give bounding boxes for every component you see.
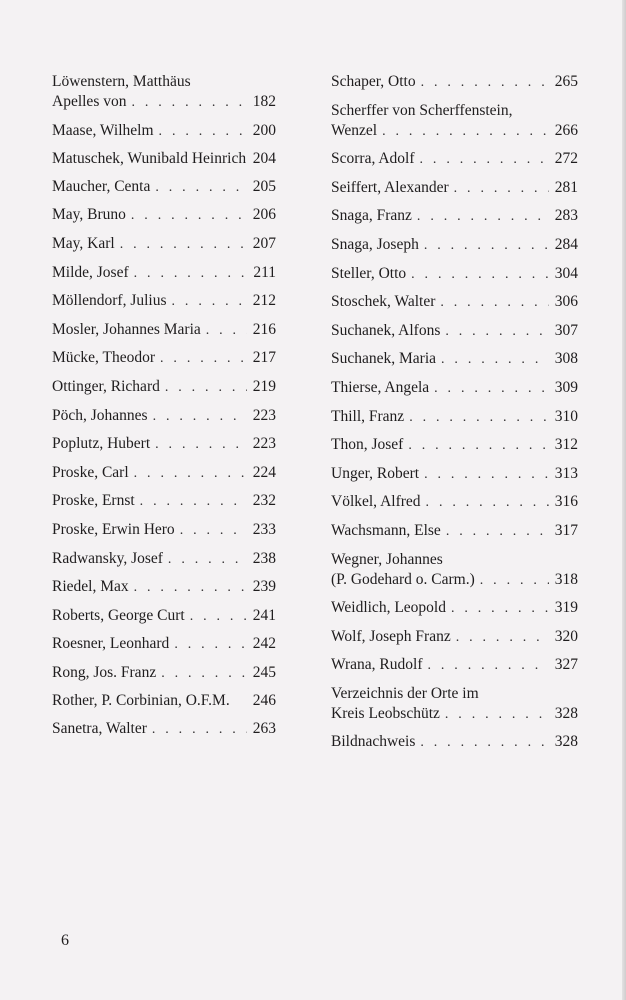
entry-name: Unger, Robert <box>331 464 420 482</box>
entry-page-number: 263 <box>252 720 276 738</box>
entry-name: Thierse, Angela <box>331 378 430 396</box>
entry-name: Rong, Jos. Franz <box>52 663 157 681</box>
entry-name: Wachsmann, Else <box>331 521 441 539</box>
entry-name: Verzeichnis der Orte im <box>331 684 479 702</box>
leader-dots <box>446 522 549 542</box>
entry-name: Wegner, Johannes <box>331 550 443 568</box>
entry-name: Suchanek, Maria <box>331 350 437 368</box>
entry-name: Radwansky, Josef <box>52 549 163 567</box>
entry-page-number: 242 <box>252 635 276 653</box>
page-edge <box>622 0 626 1000</box>
leader-dots <box>424 236 549 256</box>
entry-page-number: 317 <box>554 521 578 539</box>
entry-name: (P. Godehard o. Carm.) <box>331 570 475 588</box>
entry-name: Ottinger, Richard <box>52 377 160 395</box>
entry-page-number: 233 <box>252 520 276 538</box>
leader-dots <box>134 264 247 284</box>
entry-name: Bildnachweis <box>331 733 416 751</box>
entry-name: Wolf, Joseph Franz <box>331 627 451 645</box>
entry-page-number: 223 <box>252 435 276 453</box>
entry-name: Maase, Wilhelm <box>52 121 154 139</box>
index-entry <box>52 121 276 142</box>
index-entry <box>52 72 276 113</box>
entry-page-number: 318 <box>554 570 578 588</box>
leader-dots <box>440 293 549 313</box>
entry-page-number: 316 <box>554 493 578 511</box>
index-entry <box>52 320 276 341</box>
entry-page-number: 200 <box>252 121 276 139</box>
leader-dots <box>411 265 549 285</box>
index-entry <box>331 206 578 227</box>
index-column-left <box>52 72 276 748</box>
leader-dots <box>382 122 549 142</box>
index-column-right <box>331 72 578 761</box>
leader-dots <box>165 378 247 398</box>
entry-page-number: 246 <box>252 692 276 710</box>
leader-dots <box>434 379 549 399</box>
entry-page-number: 265 <box>554 73 578 90</box>
entry-page-number: 307 <box>554 321 578 339</box>
entry-name: Mosler, Johannes Maria <box>52 320 201 338</box>
leader-dots <box>168 550 247 570</box>
entry-page-number: 266 <box>554 121 578 139</box>
index-entry <box>331 235 578 256</box>
leader-dots <box>190 607 247 627</box>
entry-page-number: 205 <box>252 177 276 195</box>
entry-page-number: 223 <box>252 406 276 424</box>
index-entry <box>52 263 276 284</box>
leader-dots <box>206 321 247 341</box>
index-entry <box>331 178 578 199</box>
index-entry <box>52 149 276 169</box>
index-entry <box>52 177 276 198</box>
entry-name: Poplutz, Hubert <box>52 435 151 453</box>
entry-name: Scorra, Adolf <box>331 150 415 168</box>
index-entry <box>52 234 276 255</box>
entry-page-number: 281 <box>554 178 578 196</box>
index-entry <box>331 464 578 485</box>
entry-name: Seiffert, Alexander <box>331 178 449 196</box>
leader-dots <box>420 733 549 753</box>
index-entry <box>52 719 276 740</box>
leader-dots <box>417 207 549 227</box>
leader-dots <box>421 73 549 93</box>
entry-page-number: 304 <box>554 264 578 282</box>
index-entry <box>331 149 578 170</box>
index-entry <box>52 291 276 312</box>
entry-name: May, Karl <box>52 234 115 252</box>
index-entry <box>331 321 578 342</box>
leader-dots <box>456 628 549 648</box>
entry-page-number: 327 <box>554 656 578 674</box>
leader-dots <box>445 322 549 342</box>
leader-dots <box>153 407 247 427</box>
entry-name: Riedel, Max <box>52 578 129 596</box>
index-entry <box>52 634 276 655</box>
entry-page-number: 238 <box>252 549 276 567</box>
leader-dots <box>155 178 247 198</box>
leader-dots <box>172 292 247 312</box>
entry-page-number: 283 <box>554 207 578 225</box>
entry-page-number: 232 <box>252 492 276 510</box>
index-entry <box>331 72 578 93</box>
leader-dots <box>161 664 247 684</box>
index-entry <box>331 407 578 428</box>
leader-dots <box>131 93 247 113</box>
entry-page-number: 245 <box>252 663 276 681</box>
entry-name: Matuschek, Wunibald Heinrich <box>52 150 247 168</box>
index-entry <box>52 348 276 369</box>
entry-name: Thill, Franz <box>331 407 405 425</box>
entry-page-number: 212 <box>252 292 276 310</box>
index-entry <box>331 264 578 285</box>
entry-name: Kreis Leobschütz <box>331 704 440 722</box>
entry-name: Wrana, Rudolf <box>331 656 423 674</box>
entry-name: Snaga, Franz <box>331 207 412 225</box>
index-entry <box>331 598 578 619</box>
entry-name: Apelles von <box>52 93 127 110</box>
index-entry <box>52 406 276 427</box>
leader-dots <box>159 122 247 142</box>
entry-page-number: 320 <box>554 627 578 645</box>
entry-page-number: 224 <box>252 463 276 481</box>
entry-name: Möllendorf, Julius <box>52 292 167 310</box>
entry-name: Proske, Erwin Hero <box>52 520 175 538</box>
entry-name: Wenzel <box>331 121 378 139</box>
entry-name: Rother, P. Corbinian, O.F.M. <box>52 692 230 710</box>
leader-dots <box>424 465 549 485</box>
entry-page-number: 206 <box>252 206 276 224</box>
entry-name: Sanetra, Walter <box>52 720 147 738</box>
entry-name: Scherffer von Scherffenstein, <box>331 101 513 119</box>
entry-page-number: 313 <box>554 464 578 482</box>
entry-name: Milde, Josef <box>52 263 129 281</box>
index-entry <box>52 463 276 484</box>
index-entry <box>52 434 276 455</box>
entry-name: Völkel, Alfred <box>331 493 421 511</box>
entry-name: Roberts, George Curt <box>52 606 185 624</box>
leader-dots <box>134 464 247 484</box>
index-entry <box>331 550 578 591</box>
index-entry <box>331 684 578 725</box>
entry-page-number: 312 <box>554 436 578 454</box>
leader-dots <box>454 179 549 199</box>
leader-dots <box>134 578 247 598</box>
index-entry <box>331 521 578 542</box>
entry-name: Stoschek, Walter <box>331 293 436 311</box>
index-entry <box>52 691 276 711</box>
index-entry <box>331 292 578 313</box>
leader-dots <box>445 705 549 725</box>
entry-page-number: 219 <box>252 377 276 395</box>
index-entry <box>52 663 276 684</box>
entry-page-number: 217 <box>252 349 276 367</box>
entry-page-number: 182 <box>252 93 276 110</box>
entry-page-number: 239 <box>252 578 276 596</box>
leader-dots <box>420 150 549 170</box>
entry-name: Schaper, Otto <box>331 73 416 90</box>
entry-name: May, Bruno <box>52 206 126 224</box>
entry-page-number: 284 <box>554 235 578 253</box>
page-number: 6 <box>61 932 69 949</box>
entry-page-number: 328 <box>554 733 578 751</box>
leader-dots <box>441 350 549 370</box>
leader-dots <box>451 599 549 619</box>
index-entry <box>331 349 578 370</box>
entry-name: Mücke, Theodor <box>52 349 156 367</box>
index-entry <box>52 205 276 226</box>
entry-page-number: 308 <box>554 350 578 368</box>
leader-dots <box>120 235 247 255</box>
entry-name: Löwenstern, Matthäus <box>52 73 191 90</box>
entry-page-number: 207 <box>252 234 276 252</box>
entry-name: Roesner, Leonhard <box>52 635 170 653</box>
index-entry <box>52 549 276 570</box>
index-entry <box>52 606 276 627</box>
index-entry <box>52 520 276 541</box>
entry-page-number: 272 <box>554 150 578 168</box>
entry-page-number: 310 <box>554 407 578 425</box>
index-entry <box>331 492 578 513</box>
entry-page-number: 216 <box>252 320 276 338</box>
entry-page-number: 241 <box>252 606 276 624</box>
entry-name: Weidlich, Leopold <box>331 599 446 617</box>
leader-dots <box>426 493 549 513</box>
index-entry <box>52 377 276 398</box>
entry-name: Steller, Otto <box>331 264 407 282</box>
entry-name: Snaga, Joseph <box>331 235 419 253</box>
index-entry <box>331 101 578 142</box>
entry-name: Thon, Josef <box>331 436 404 454</box>
leader-dots <box>428 656 550 676</box>
leader-dots <box>155 435 247 455</box>
index-entry <box>331 627 578 648</box>
leader-dots <box>160 349 247 369</box>
leader-dots <box>152 720 247 740</box>
entry-name: Suchanek, Alfons <box>331 321 441 339</box>
leader-dots <box>180 521 247 541</box>
index-entry <box>52 491 276 512</box>
entry-name: Pöch, Johannes <box>52 406 148 424</box>
entry-name: Maucher, Centa <box>52 177 151 195</box>
leader-dots <box>480 571 549 591</box>
entry-page-number: 204 <box>252 150 276 168</box>
leader-dots <box>131 206 247 226</box>
entry-page-number: 309 <box>554 378 578 396</box>
entry-page-number: 306 <box>554 293 578 311</box>
entry-page-number: 328 <box>554 704 578 722</box>
leader-dots <box>174 635 247 655</box>
entry-name: Proske, Ernst <box>52 492 135 510</box>
index-entry <box>331 655 578 676</box>
index-entry <box>331 435 578 456</box>
leader-dots <box>409 408 549 428</box>
entry-name: Proske, Carl <box>52 463 129 481</box>
index-entry <box>331 732 578 753</box>
index-entry <box>52 577 276 598</box>
leader-dots <box>140 492 247 512</box>
entry-page-number: 319 <box>554 599 578 617</box>
leader-dots <box>408 436 549 456</box>
index-entry <box>331 378 578 399</box>
entry-page-number: 211 <box>253 263 276 281</box>
